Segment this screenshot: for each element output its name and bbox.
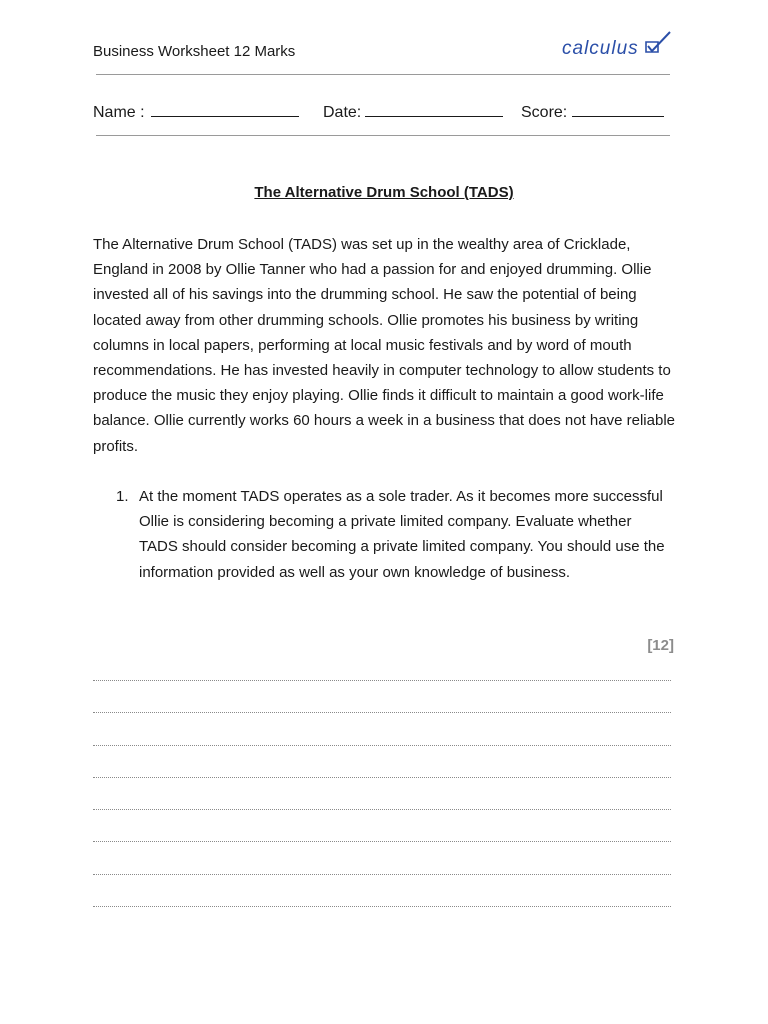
logo-icon [560, 28, 672, 64]
score-field[interactable] [521, 100, 664, 123]
answer-line[interactable] [93, 680, 671, 681]
case-study-title [0, 183, 768, 203]
worksheet-title: Business Worksheet 12 Marks [93, 43, 296, 60]
marks-badge: [12] [647, 637, 674, 654]
date-blank[interactable] [365, 100, 503, 117]
name-label: Name : [93, 104, 145, 121]
answer-line[interactable] [93, 777, 671, 778]
header-divider [96, 74, 670, 75]
answer-line[interactable] [93, 906, 671, 907]
name-blank[interactable] [151, 100, 299, 117]
case-study-title-text: The Alternative Drum School (TADS) [254, 184, 514, 201]
answer-line[interactable] [93, 745, 671, 746]
answer-line[interactable] [93, 841, 671, 842]
calculus-logo [560, 28, 672, 64]
score-blank[interactable] [572, 100, 664, 117]
date-field[interactable] [323, 100, 503, 123]
name-field[interactable] [93, 100, 299, 123]
question-number: 1. [116, 488, 129, 505]
logo-wordmark: calculus [562, 38, 639, 59]
answer-line[interactable] [93, 809, 671, 810]
question-text: At the moment TADS operates as a sole trader. As it becomes more successful Ollie is considering becoming a private limited company. Evaluate whether TADS should consider becoming a private limited company. You should use the information provided as well as your own knowledge of business. [139, 488, 665, 581]
answer-area[interactable] [93, 680, 671, 938]
details-divider [96, 135, 670, 136]
student-details [93, 100, 673, 122]
answer-line[interactable] [93, 874, 671, 875]
score-label: Score: [521, 104, 568, 121]
answer-line[interactable] [93, 712, 671, 713]
date-label: Date: [323, 104, 362, 121]
case-study-paragraph: The Alternative Drum School (TADS) was set up in the wealthy area of Cricklade, England in 2008 by Ollie Tanner who had a passion for and enjoyed drumming. Ollie invested all of his savings into the drumming school. He saw the potential of being located away from other drumming schools. Ollie promotes his business by writing columns in local papers, performing at local music festivals and by word of mouth recommendations. He has invested heavily in computer technology to allow students to produce the music they enjoy playing. Ollie finds it difficult to maintain a good work-life balance. Ollie currently works 60 hours a week in a business that does not have reliable profits. [93, 236, 675, 455]
